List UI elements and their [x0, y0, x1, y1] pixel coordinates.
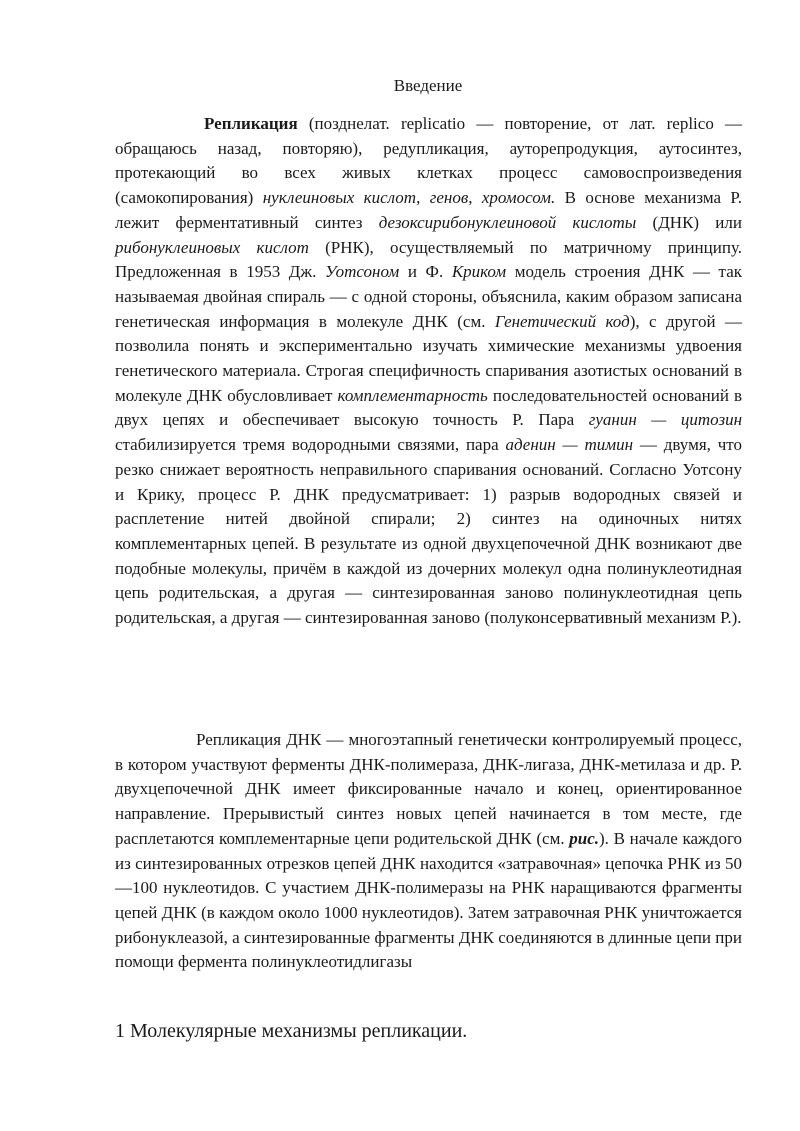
- term-rna: рибонуклеиновых кислот: [115, 237, 309, 257]
- text-span: (РНК), осуществляемый по матричному принципу. Предложенная в 1953 Дж.: [115, 237, 742, 282]
- text-span: В основе механизма Р. лежит ферментативный синтез: [115, 188, 743, 232]
- figure-reference: рис.: [569, 828, 600, 848]
- text-span: (позднелат. replicatio — повторение, от лат. replico — обращаюсь назад, повторяю), редупликация, ауторепродукция, аутосинтез, протекающий во всех живых клетках процесс самовоспроизведения (самокопирования): [115, 114, 742, 208]
- text-span: — двумя, что резко снижает вероятность неправильного спаривания оснований. Согласно Уотсону и Крику, процесс Р. ДНК предусматривает: 1) разрыв водородных связей и расплетение нитей двойной спирали; 2) синтез на одиночных нитях комплементарных цепей. В результате из одной двухцепочечной ДНК возникают две подобные молекулы, причём в каждой из дочерних молекул одна полинуклеотидная цепь родительская, а другая — синтезированная заново полинуклеотидная цепь родительская, а другая — синтезированная заново (полуконсервативный механизм Р.).: [115, 435, 742, 628]
- intro-paragraph: [115, 112, 742, 631]
- term-chromosomes: хромосом.: [481, 188, 556, 208]
- text-span: последовательностей оснований в двух цепях и обеспечивает высокую точность Р. Пара: [115, 385, 743, 430]
- text-span: ). В начале каждого из синтезированных отрезков цепей ДНК находится «затравочная» цепочка РНК из 50—100 нуклеотидов. С участием ДНК-полимеразы на РНК наращиваются фрагменты цепей ДНК (в каждом около 1000 нуклеотидов). Затем затравочная РНК уничтожается рибонуклеазой, а синтезированные фрагменты ДНК соединяются в длинные цепи при помощи фермента полинуклеотидлигазы: [115, 828, 742, 972]
- text-span: и Ф.: [399, 262, 452, 282]
- term-complementarity: комплементарность: [337, 385, 488, 405]
- text-span: стабилизируется тремя водородными связями, пара: [115, 435, 506, 455]
- text-span: ), с другой — позволила понять и экспериментально изучать химические механизмы удвоения генетического материала. Строгая специфичность спаривания азотистых оснований в молекуле ДНК обусловливает: [115, 311, 742, 405]
- term-nucleic-acids: нуклеиновых кислот: [262, 188, 417, 208]
- term-genes: генов: [429, 188, 469, 208]
- term-watson: Уотсоном: [325, 262, 400, 282]
- page-title: Введение: [393, 76, 463, 95]
- text-span: Репликация ДНК — многоэтапный генетически контролируемый процесс, в котором участвуют ферменты ДНК-полимераза, ДНК-лигаза, ДНК-метилаза и др. Р. двухцепочечной ДНК имеет фиксированные начало и конец, ориентированное направление. Прерывистый синтез новых цепей начинается в том месте, где расплетаются комплементарные цепи родительской ДНК (см.: [115, 730, 742, 848]
- text-span: модель строения ДНК — так называемая двойная спираль — с одной стороны, объяснила, каким образом записана генетическая информация в молекуле ДНК (см.: [115, 262, 742, 331]
- term-guanine-cytosine: гуанин — цитозин: [588, 410, 743, 430]
- term-genetic-code: Генетический код: [494, 311, 630, 331]
- replication-paragraph: [115, 728, 742, 975]
- term-replication: Репликация: [204, 114, 298, 133]
- section-heading: 1 Молекулярные механизмы репликации.: [115, 1020, 468, 1042]
- term-adenine-thymine: аденин — тимин: [505, 435, 634, 455]
- text-span: ,: [416, 188, 430, 208]
- text-span: (ДНК) или: [636, 212, 742, 232]
- text-span: ,: [468, 188, 482, 208]
- term-crick: Криком: [451, 262, 507, 282]
- term-dna: дезоксирибонуклеиновой кислоты: [378, 212, 637, 232]
